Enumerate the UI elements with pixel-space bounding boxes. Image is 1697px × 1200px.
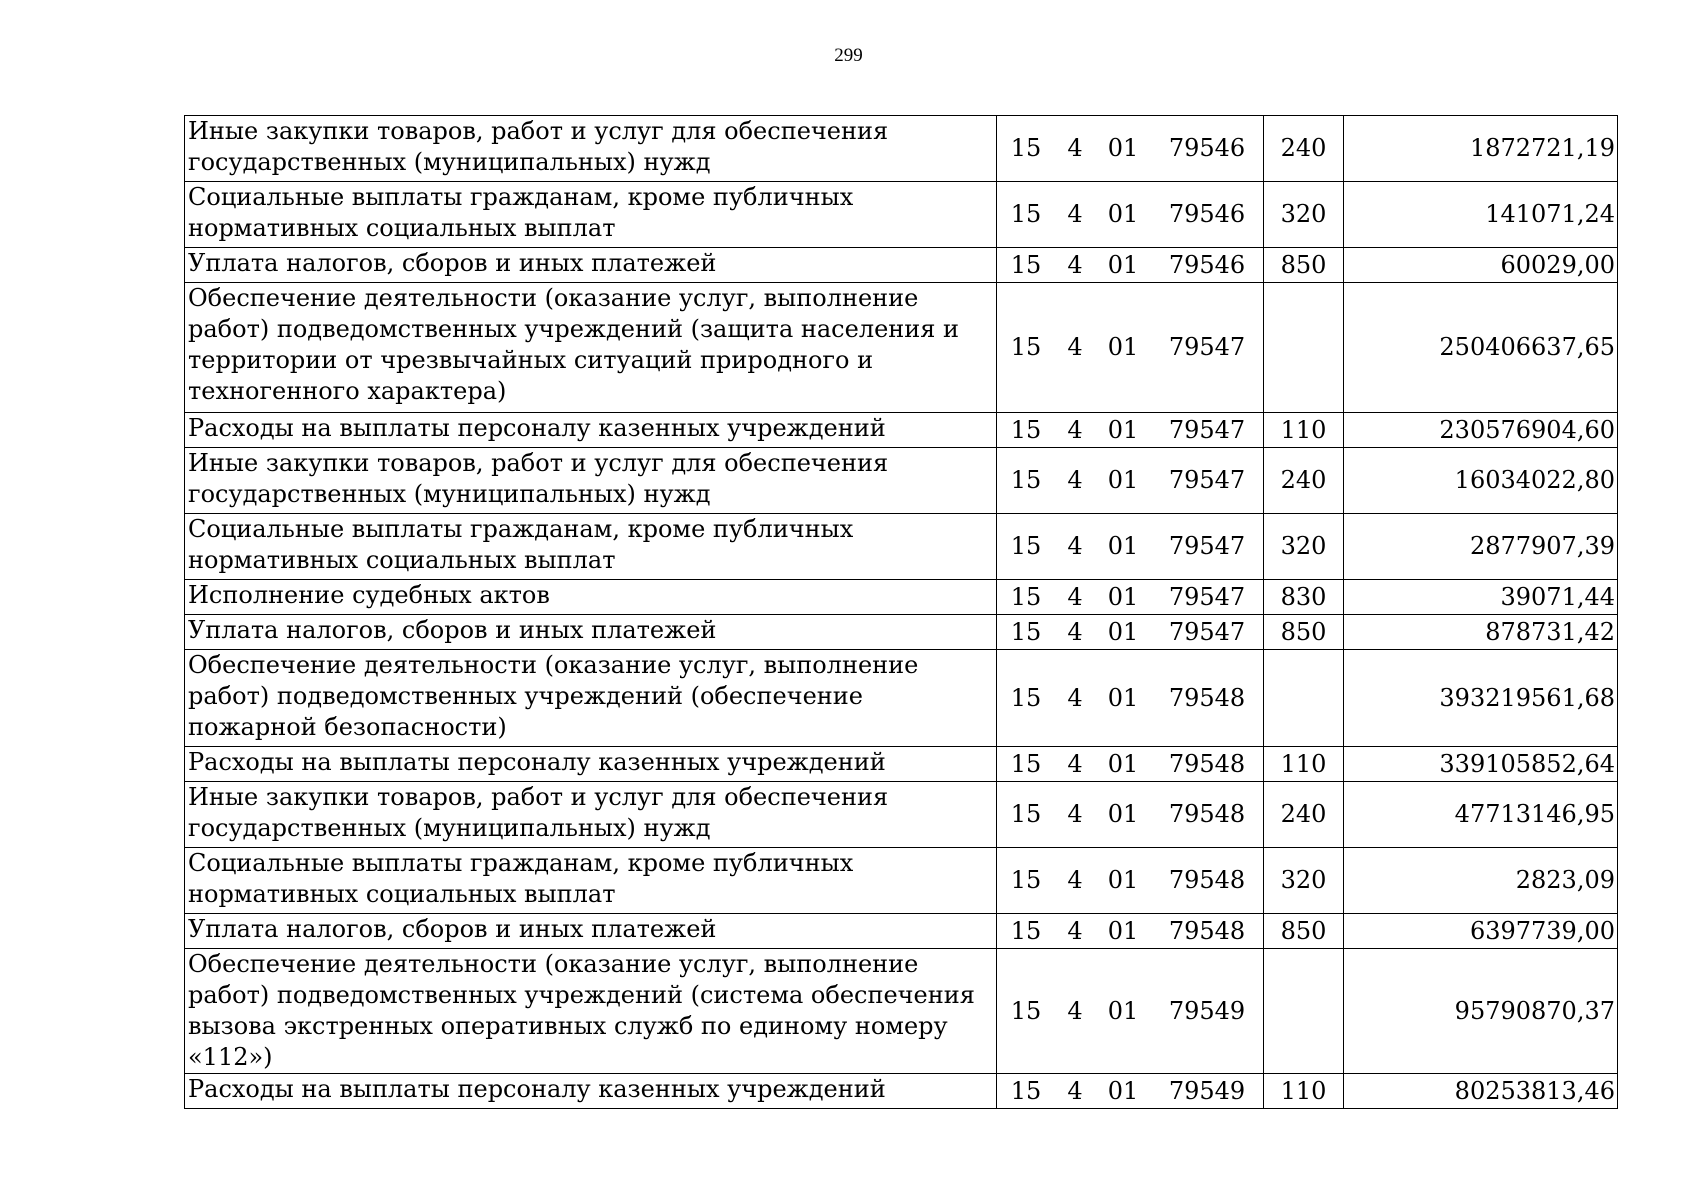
row-code <box>997 283 1264 413</box>
code-program: 4 <box>1067 617 1083 646</box>
row-sum: 80253813,46 <box>1344 1074 1618 1109</box>
code-program: 4 <box>1067 866 1083 894</box>
table-row <box>185 182 1618 248</box>
code-program: 4 <box>1067 683 1083 712</box>
code-program: 4 <box>1067 200 1083 228</box>
row-expense-type: 320 <box>1264 848 1344 914</box>
row-sum: 250406637,65 <box>1344 283 1618 413</box>
row-code <box>997 615 1264 650</box>
row-name: Обеспечение деятельности (оказание услуг, выполнение работ) подведомственных учреждений (система обеспечения вызова экстренных оперативных служб по единому номеру «112») <box>185 949 997 1074</box>
row-sum: 878731,42 <box>1344 615 1618 650</box>
code-subprogram: 01 <box>1107 866 1139 894</box>
row-expense-type <box>1264 283 1344 413</box>
row-sum: 2823,09 <box>1344 848 1618 914</box>
table-row <box>185 514 1618 580</box>
code-chapter: 15 <box>1010 866 1042 894</box>
code-program: 4 <box>1067 466 1083 494</box>
code-subprogram: 01 <box>1107 415 1139 444</box>
code-program: 4 <box>1067 582 1083 611</box>
code-subprogram: 01 <box>1107 996 1139 1025</box>
code-chapter: 15 <box>1010 749 1042 778</box>
row-expense-type: 320 <box>1264 514 1344 580</box>
code-chapter: 15 <box>1010 415 1042 444</box>
row-code <box>997 413 1264 448</box>
row-expense-type: 850 <box>1264 914 1344 949</box>
row-code <box>997 782 1264 848</box>
table-row <box>185 782 1618 848</box>
code-chapter: 15 <box>1010 582 1042 611</box>
code-direction: 79546 <box>1168 134 1246 162</box>
code-program: 4 <box>1067 134 1083 162</box>
table-row <box>185 248 1618 283</box>
code-direction: 79547 <box>1168 582 1246 611</box>
row-code <box>997 514 1264 580</box>
row-sum: 393219561,68 <box>1344 650 1618 747</box>
code-chapter: 15 <box>1010 532 1042 560</box>
row-name: Расходы на выплаты персоналу казенных учреждений <box>185 747 997 782</box>
code-subprogram: 01 <box>1107 749 1139 778</box>
row-expense-type: 110 <box>1264 1074 1344 1109</box>
code-chapter: 15 <box>1010 134 1042 162</box>
table-row <box>185 650 1618 747</box>
row-name: Обеспечение деятельности (оказание услуг, выполнение работ) подведомственных учреждений (обеспечение пожарной безопасности) <box>185 650 997 747</box>
code-chapter: 15 <box>1010 1076 1042 1105</box>
code-subprogram: 01 <box>1107 532 1139 560</box>
code-chapter: 15 <box>1010 466 1042 494</box>
row-expense-type: 320 <box>1264 182 1344 248</box>
row-expense-type: 830 <box>1264 580 1344 615</box>
code-direction: 79548 <box>1168 749 1246 778</box>
code-chapter: 15 <box>1010 996 1042 1025</box>
row-code <box>997 1074 1264 1109</box>
row-name: Социальные выплаты гражданам, кроме публичных нормативных социальных выплат <box>185 182 997 248</box>
code-program: 4 <box>1067 800 1083 828</box>
code-chapter: 15 <box>1010 250 1042 279</box>
row-sum: 339105852,64 <box>1344 747 1618 782</box>
row-expense-type: 110 <box>1264 413 1344 448</box>
row-name: Иные закупки товаров, работ и услуг для обеспечения государственных (муниципальных) нужд <box>185 116 997 182</box>
row-code <box>997 580 1264 615</box>
code-direction: 79546 <box>1168 200 1246 228</box>
row-code <box>997 182 1264 248</box>
code-program: 4 <box>1067 916 1083 945</box>
table-row <box>185 949 1618 1074</box>
table-row <box>185 1074 1618 1109</box>
row-code <box>997 848 1264 914</box>
row-expense-type <box>1264 650 1344 747</box>
code-subprogram: 01 <box>1107 683 1139 712</box>
code-subprogram: 01 <box>1107 1076 1139 1105</box>
row-code <box>997 949 1264 1074</box>
code-chapter: 15 <box>1010 683 1042 712</box>
row-expense-type: 240 <box>1264 116 1344 182</box>
table-row <box>185 116 1618 182</box>
table-row <box>185 747 1618 782</box>
code-direction: 79549 <box>1168 996 1246 1025</box>
table-row <box>185 615 1618 650</box>
row-expense-type: 850 <box>1264 615 1344 650</box>
code-direction: 79547 <box>1168 415 1246 444</box>
row-expense-type: 240 <box>1264 782 1344 848</box>
code-subprogram: 01 <box>1107 916 1139 945</box>
budget-table <box>184 115 1618 1109</box>
row-sum: 39071,44 <box>1344 580 1618 615</box>
code-direction: 79548 <box>1168 683 1246 712</box>
row-code <box>997 116 1264 182</box>
row-sum: 6397739,00 <box>1344 914 1618 949</box>
code-program: 4 <box>1067 250 1083 279</box>
code-direction: 79549 <box>1168 1076 1246 1105</box>
row-name: Уплата налогов, сборов и иных платежей <box>185 914 997 949</box>
row-name: Расходы на выплаты персоналу казенных учреждений <box>185 1074 997 1109</box>
table-row <box>185 914 1618 949</box>
row-sum: 230576904,60 <box>1344 413 1618 448</box>
row-name: Обеспечение деятельности (оказание услуг, выполнение работ) подведомственных учреждений (защита населения и территории от чрезвычайных ситуаций природного и техногенного характера) <box>185 283 997 413</box>
code-direction: 79547 <box>1168 333 1246 361</box>
row-expense-type: 240 <box>1264 448 1344 514</box>
code-direction: 79547 <box>1168 532 1246 560</box>
row-sum: 2877907,39 <box>1344 514 1618 580</box>
code-subprogram: 01 <box>1107 466 1139 494</box>
row-sum: 1872721,19 <box>1344 116 1618 182</box>
row-code <box>997 747 1264 782</box>
code-program: 4 <box>1067 333 1083 361</box>
row-name: Социальные выплаты гражданам, кроме публичных нормативных социальных выплат <box>185 848 997 914</box>
code-program: 4 <box>1067 1076 1083 1105</box>
code-chapter: 15 <box>1010 916 1042 945</box>
row-sum: 47713146,95 <box>1344 782 1618 848</box>
table-row <box>185 580 1618 615</box>
row-expense-type: 110 <box>1264 747 1344 782</box>
row-sum: 16034022,80 <box>1344 448 1618 514</box>
code-direction: 79547 <box>1168 617 1246 646</box>
table-row <box>185 448 1618 514</box>
row-code <box>997 914 1264 949</box>
table-row <box>185 413 1618 448</box>
row-code <box>997 248 1264 283</box>
code-direction: 79548 <box>1168 800 1246 828</box>
code-subprogram: 01 <box>1107 333 1139 361</box>
code-chapter: 15 <box>1010 200 1042 228</box>
code-program: 4 <box>1067 532 1083 560</box>
table-row <box>185 283 1618 413</box>
code-chapter: 15 <box>1010 333 1042 361</box>
row-name: Уплата налогов, сборов и иных платежей <box>185 248 997 283</box>
row-code <box>997 448 1264 514</box>
row-expense-type <box>1264 949 1344 1074</box>
code-program: 4 <box>1067 996 1083 1025</box>
code-subprogram: 01 <box>1107 134 1139 162</box>
code-subprogram: 01 <box>1107 617 1139 646</box>
row-sum: 60029,00 <box>1344 248 1618 283</box>
code-direction: 79548 <box>1168 866 1246 894</box>
row-code <box>997 650 1264 747</box>
code-subprogram: 01 <box>1107 200 1139 228</box>
code-chapter: 15 <box>1010 800 1042 828</box>
code-subprogram: 01 <box>1107 250 1139 279</box>
code-subprogram: 01 <box>1107 582 1139 611</box>
row-name: Иные закупки товаров, работ и услуг для обеспечения государственных (муниципальных) нужд <box>185 448 997 514</box>
code-program: 4 <box>1067 415 1083 444</box>
row-name: Уплата налогов, сборов и иных платежей <box>185 615 997 650</box>
row-name: Социальные выплаты гражданам, кроме публичных нормативных социальных выплат <box>185 514 997 580</box>
row-name: Иные закупки товаров, работ и услуг для обеспечения государственных (муниципальных) нужд <box>185 782 997 848</box>
code-direction: 79548 <box>1168 916 1246 945</box>
row-sum: 95790870,37 <box>1344 949 1618 1074</box>
row-name: Расходы на выплаты персоналу казенных учреждений <box>185 413 997 448</box>
code-direction: 79547 <box>1168 466 1246 494</box>
page-number: 299 <box>834 45 863 66</box>
row-sum: 141071,24 <box>1344 182 1618 248</box>
budget-table-body <box>185 116 1618 1109</box>
code-program: 4 <box>1067 749 1083 778</box>
code-subprogram: 01 <box>1107 800 1139 828</box>
code-direction: 79546 <box>1168 250 1246 279</box>
row-expense-type: 850 <box>1264 248 1344 283</box>
table-row <box>185 848 1618 914</box>
row-name: Исполнение судебных актов <box>185 580 997 615</box>
code-chapter: 15 <box>1010 617 1042 646</box>
